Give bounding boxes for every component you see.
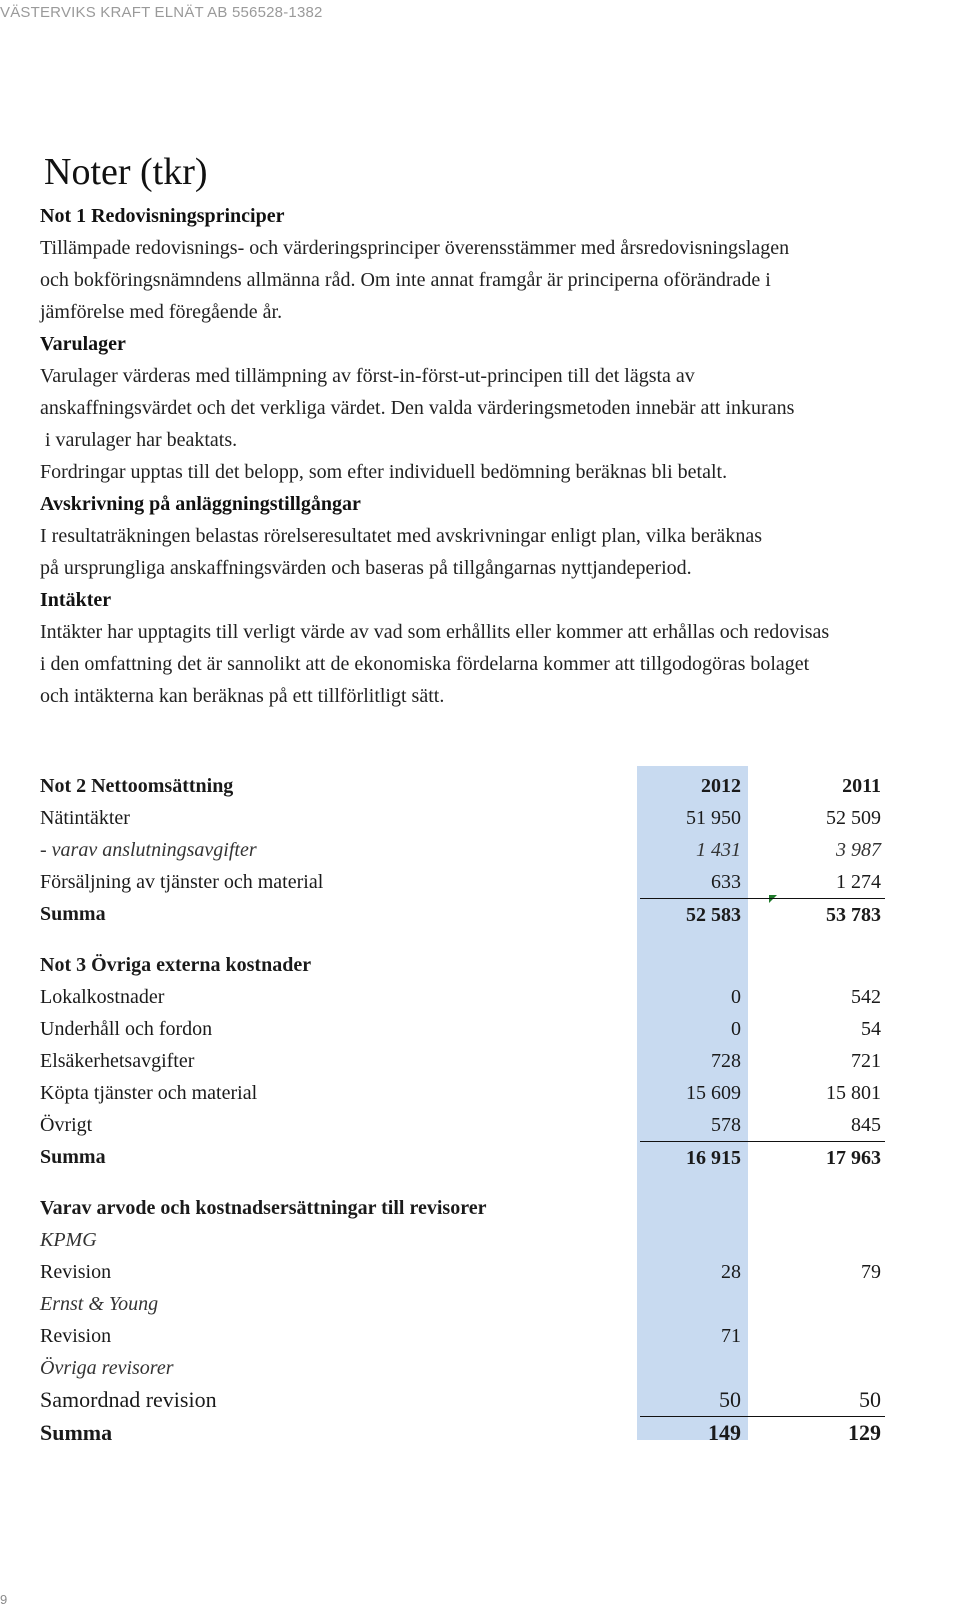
total-label: Summa xyxy=(40,903,106,926)
row-label: Lokalkostnader xyxy=(40,985,165,1008)
page-number: 9 xyxy=(0,1592,8,1607)
auditors-heading: Varav arvode och kostnadsersättningar till revisorer xyxy=(40,1196,487,1219)
auditor-name: Ernst & Young xyxy=(40,1292,159,1315)
value-2012: 1 431 xyxy=(696,838,741,861)
total-label: Summa xyxy=(40,1419,113,1445)
value-2011: 3 987 xyxy=(836,838,881,861)
year-2012-header: 2012 xyxy=(701,774,741,797)
row-label: Försäljning av tjänster och material xyxy=(40,870,324,893)
financial-notes-table xyxy=(40,770,885,1449)
table-row xyxy=(40,1352,885,1384)
avskrivning-line: på ursprungliga anskaffningsvärden och baseras på tillgångarnas nyttjandeperiod. xyxy=(40,557,692,579)
value-2012: 51 950 xyxy=(686,806,741,829)
value-2012: 728 xyxy=(711,1049,741,1072)
total-2012: 149 xyxy=(708,1420,741,1445)
value-2011: 1 274 xyxy=(770,866,885,899)
total-label: Summa xyxy=(40,1146,106,1169)
total-2012: 52 583 xyxy=(686,903,741,926)
note-2-heading: Not 2 Nettoomsättning xyxy=(40,774,234,797)
value-2011 xyxy=(770,1320,885,1352)
row-label: Nätintäkter xyxy=(40,806,130,829)
value-2012: 15 609 xyxy=(686,1081,741,1104)
table-row xyxy=(40,802,885,834)
total-2012: 16 915 xyxy=(686,1146,741,1169)
varulager-line: anskaffningsvärdet och det verkliga värdet. Den valda värderingsmetoden innebär att inkurans xyxy=(40,397,795,419)
table-row xyxy=(40,1109,885,1142)
value-2012: 633 xyxy=(640,866,745,899)
avskrivning-heading: Avskrivning på anläggningstillgångar xyxy=(40,493,361,515)
table-row xyxy=(40,1192,885,1224)
varulager-heading: Varulager xyxy=(40,333,126,355)
auditor-name: Övriga revisorer xyxy=(40,1356,174,1379)
table-row xyxy=(40,981,885,1013)
value-2011: 845 xyxy=(770,1109,885,1142)
table-row xyxy=(40,770,885,802)
value-2011: 721 xyxy=(851,1049,881,1072)
row-label: Revision xyxy=(40,1324,112,1347)
row-label: Övrigt xyxy=(40,1113,93,1136)
table-row xyxy=(40,1045,885,1077)
note-1-intro-line: och bokföringsnämndens allmänna råd. Om inte annat framgår är principerna oförändrade i xyxy=(40,269,771,291)
table-row xyxy=(40,899,885,932)
table-row xyxy=(40,949,885,981)
value-2011: 542 xyxy=(851,985,881,1008)
table-row xyxy=(40,1142,885,1175)
row-label: Revision xyxy=(40,1260,112,1283)
note-1-intro-line: Tillämpade redovisnings- och värderingsprinciper överensstämmer med årsredovisningslagen xyxy=(40,237,790,259)
table-row xyxy=(40,1013,885,1045)
note-1-section xyxy=(40,200,950,712)
row-label: Samordnad revision xyxy=(40,1387,217,1413)
row-label: - varav anslutningsavgifter xyxy=(40,838,257,861)
value-2012: 578 xyxy=(640,1109,745,1142)
value-2011: 50 xyxy=(770,1384,885,1417)
fordringar-line: Fordringar upptas till det belopp, som efter individuell bedömning beräknas bli betalt. xyxy=(40,461,728,483)
value-2011: 52 509 xyxy=(826,806,881,829)
value-2012: 50 xyxy=(640,1384,745,1417)
table-row xyxy=(40,1320,885,1352)
value-2011: 79 xyxy=(861,1260,881,1283)
value-2011: 54 xyxy=(861,1017,881,1040)
value-2012: 0 xyxy=(731,985,741,1008)
row-label: Underhåll och fordon xyxy=(40,1017,213,1040)
table-row xyxy=(40,1224,885,1256)
varulager-line: i varulager har beaktats. xyxy=(40,429,238,451)
table-row xyxy=(40,1077,885,1109)
total-2011: 17 963 xyxy=(826,1146,881,1169)
value-2011: 15 801 xyxy=(826,1081,881,1104)
varulager-line: Varulager värderas med tillämpning av först-in-först-ut-principen till det lägsta av xyxy=(40,365,695,387)
note-1-heading: Not 1 Redovisningsprinciper xyxy=(40,205,285,227)
intakter-line: och intäkterna kan beräknas på ett tillförlitligt sätt. xyxy=(40,685,445,707)
table-row xyxy=(40,1256,885,1288)
table-row xyxy=(40,1384,885,1417)
table-row xyxy=(40,1288,885,1320)
row-label: Elsäkerhetsavgifter xyxy=(40,1049,195,1072)
table-row xyxy=(40,834,885,866)
year-2011-header: 2011 xyxy=(842,774,881,797)
total-2011: 129 xyxy=(848,1420,881,1445)
total-2011: 53 783 xyxy=(826,903,881,926)
value-2012: 28 xyxy=(721,1260,741,1283)
intakter-line: i den omfattning det är sannolikt att de ekonomiska fördelarna kommer att tillgodogöras bolaget xyxy=(40,653,810,675)
row-label: Köpta tjänster och material xyxy=(40,1081,258,1104)
table-row xyxy=(40,1417,885,1450)
note-1-intro-line: jämförelse med föregående år. xyxy=(40,301,283,323)
avskrivning-line: I resultaträkningen belastas rörelseresultatet med avskrivningar enligt plan, vilka beräknas xyxy=(40,525,762,547)
intakter-line: Intäkter har upptagits till verligt värde av vad som erhållits eller kommer att erhållas och redovisas xyxy=(40,621,830,643)
auditor-name: KPMG xyxy=(40,1228,97,1251)
note-3-heading: Not 3 Övriga externa kostnader xyxy=(40,953,312,976)
company-header: VÄSTERVIKS KRAFT ELNÄT AB 556528-1382 xyxy=(0,4,323,21)
page-title: Noter (tkr) xyxy=(44,151,208,193)
intakter-heading: Intäkter xyxy=(40,589,112,611)
table-row xyxy=(40,866,885,899)
value-2012: 71 xyxy=(721,1324,741,1347)
value-2012: 0 xyxy=(731,1017,741,1040)
